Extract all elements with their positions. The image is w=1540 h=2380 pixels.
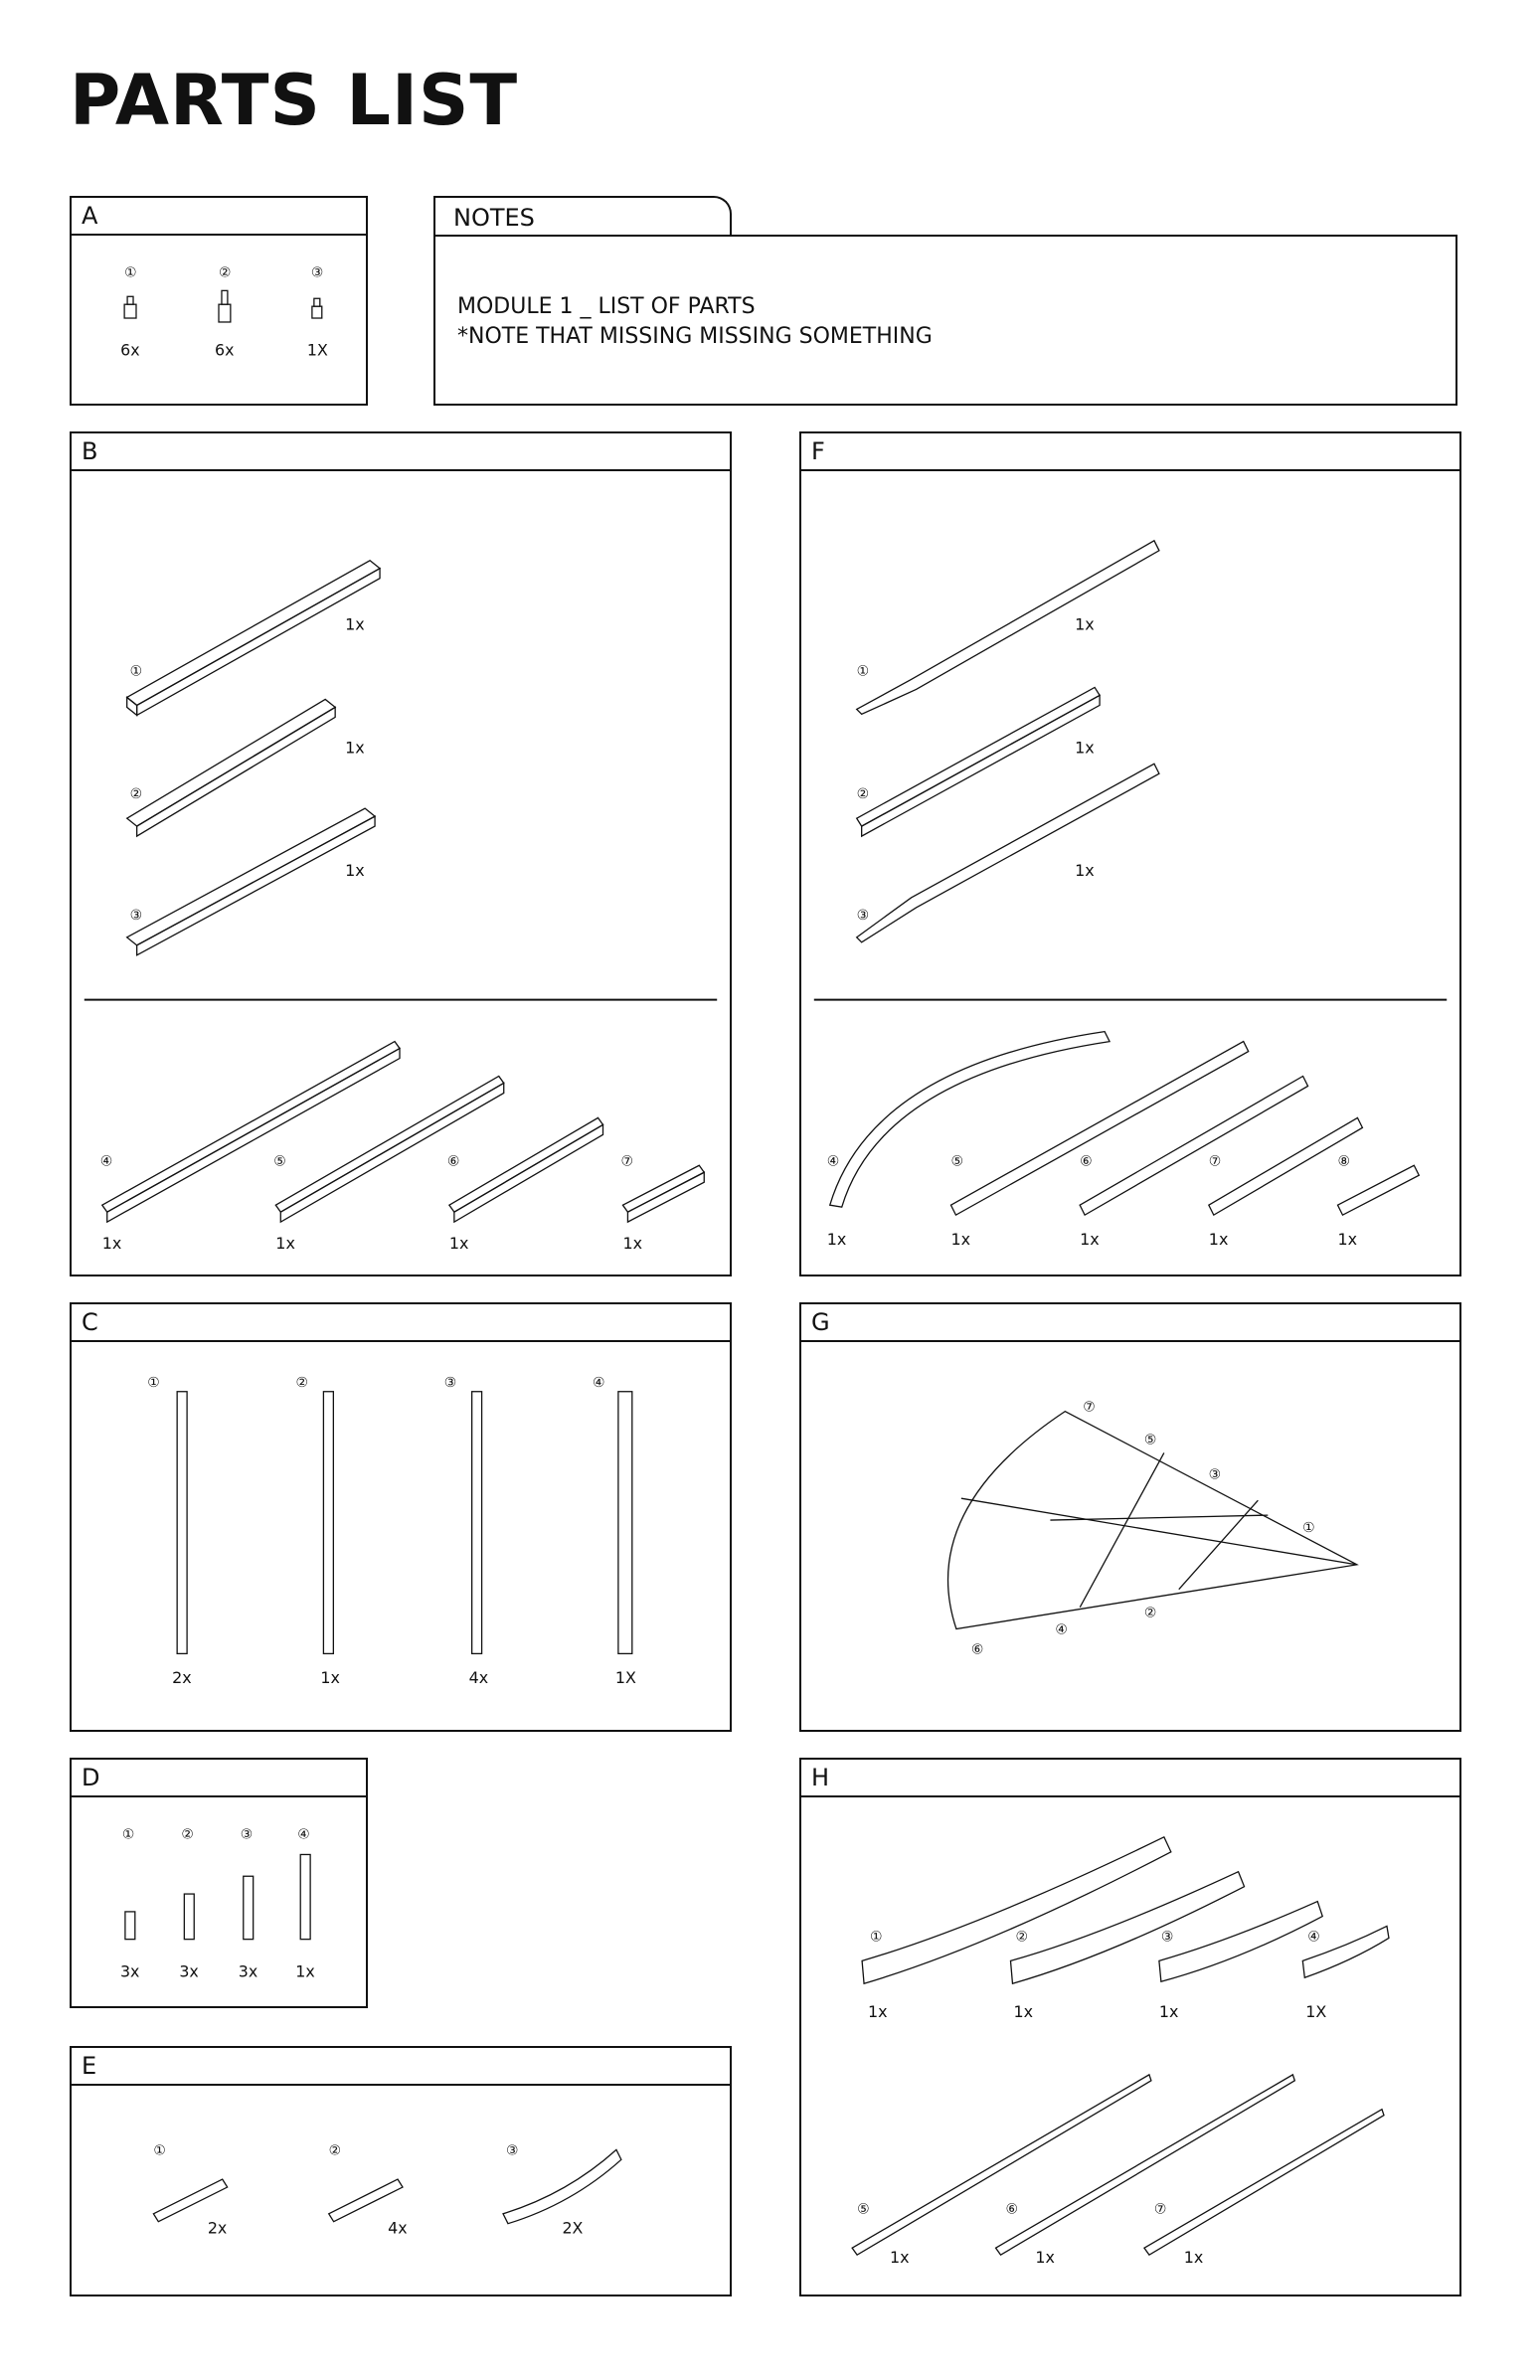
part-e2-number: ②	[328, 2142, 342, 2159]
panel-b-label: B	[72, 433, 730, 471]
part-f5-number: ⑤	[950, 1153, 963, 1170]
part-e1-number: ①	[153, 2142, 166, 2159]
panel-d	[70, 1758, 368, 2008]
part-h2-number: ②	[1015, 1929, 1028, 1946]
part-h5-shape	[852, 2075, 1151, 2255]
panel-h-label: H	[801, 1760, 1459, 1797]
panel-a-label: A	[72, 198, 366, 236]
part-e3-qty: 2X	[562, 2218, 584, 2238]
part-b2-number: ②	[129, 786, 143, 803]
part-h6-shape	[996, 2075, 1295, 2255]
panel-f	[799, 431, 1461, 1276]
part-b1-qty: 1x	[345, 614, 365, 634]
part-d3-number: ③	[240, 1826, 254, 1843]
part-d1-qty: 3x	[119, 1961, 140, 1981]
part-d4-number: ④	[297, 1826, 310, 1843]
panel-g-label: G	[801, 1304, 1459, 1342]
part-f8-shape	[1337, 1165, 1419, 1215]
panel-e	[70, 2046, 732, 2296]
part-b4-shape	[99, 1042, 400, 1223]
part-f6-qty: 1x	[1080, 1230, 1100, 1250]
part-g5-number: ⑤	[1143, 1432, 1157, 1448]
part-b6-shape	[446, 1117, 603, 1222]
part-b3-number: ③	[129, 907, 143, 924]
part-h3-qty: 1x	[1158, 2002, 1179, 2022]
panel-b-drawing	[72, 471, 730, 1275]
part-b7-qty: 1x	[622, 1234, 643, 1254]
part-d1-number: ①	[121, 1826, 135, 1843]
part-f6-shape	[1080, 1076, 1307, 1215]
part-h5-qty: 1x	[889, 2248, 910, 2268]
part-f1-qty: 1x	[1075, 614, 1095, 634]
part-f4-shape	[830, 1032, 1110, 1208]
part-c3-shape	[472, 1392, 482, 1654]
panel-g-drawing	[801, 1342, 1459, 1730]
part-a1-number: ①	[124, 264, 137, 281]
notes-label: NOTES	[453, 204, 535, 232]
panel-c-label: C	[72, 1304, 730, 1342]
part-f1-number: ①	[856, 663, 870, 680]
part-h4-number: ④	[1307, 1929, 1320, 1946]
part-b2-qty: 1x	[345, 738, 365, 758]
part-d3-qty: 3x	[238, 1961, 258, 1981]
part-f4-qty: 1x	[826, 1230, 847, 1250]
part-h7-qty: 1x	[1183, 2248, 1204, 2268]
part-f6-number: ⑥	[1080, 1153, 1093, 1170]
part-g2-number: ②	[1143, 1605, 1157, 1621]
panel-a-drawing	[72, 236, 366, 404]
part-b1-number: ①	[129, 663, 143, 680]
part-a3-number: ③	[310, 264, 324, 281]
part-f7-qty: 1x	[1208, 1230, 1229, 1250]
part-d2-shape	[184, 1894, 194, 1940]
part-b2-shape	[127, 699, 335, 836]
part-c3-qty: 4x	[468, 1668, 489, 1688]
part-b5-number: ⑤	[273, 1153, 286, 1170]
part-a3-shape	[312, 298, 322, 318]
part-h1-number: ①	[870, 1929, 883, 1946]
part-f8-qty: 1x	[1337, 1230, 1358, 1250]
part-h5-number: ⑤	[857, 2201, 870, 2218]
part-b3-qty: 1x	[345, 860, 365, 880]
panel-h	[799, 1758, 1461, 2296]
part-d2-qty: 3x	[179, 1961, 199, 1981]
part-g3-number: ③	[1208, 1466, 1222, 1483]
part-d4-shape	[300, 1854, 310, 1939]
part-c1-shape	[177, 1392, 187, 1654]
part-a1-qty: 6x	[120, 340, 140, 360]
part-b5-qty: 1x	[275, 1234, 295, 1254]
notes-tab	[433, 196, 732, 236]
part-e3-number: ③	[505, 2142, 519, 2159]
part-f3-shape	[857, 764, 1159, 942]
part-d2-number: ②	[181, 1826, 194, 1843]
part-d1-shape	[125, 1912, 135, 1940]
notes-line-2: *NOTE THAT MISSING MISSING SOMETHING	[457, 324, 933, 349]
part-a1-shape	[124, 296, 136, 318]
part-c2-qty: 1x	[320, 1668, 340, 1688]
part-f3-qty: 1x	[1075, 860, 1095, 880]
part-h6-qty: 1x	[1035, 2248, 1055, 2268]
part-b1-shape	[127, 561, 380, 716]
part-h7-number: ⑦	[1153, 2201, 1167, 2218]
part-c4-shape	[618, 1392, 632, 1654]
part-g4-number: ④	[1055, 1621, 1068, 1638]
part-e3-shape	[503, 2149, 621, 2223]
part-h1-shape	[862, 1837, 1171, 1983]
part-c2-number: ②	[295, 1374, 309, 1391]
part-f3-number: ③	[856, 907, 870, 924]
part-d4-qty: 1x	[295, 1961, 315, 1981]
part-b4-qty: 1x	[101, 1234, 122, 1254]
panel-e-label: E	[72, 2048, 730, 2086]
panel-c-drawing	[72, 1342, 730, 1730]
part-f1-shape	[857, 541, 1159, 715]
part-h2-qty: 1x	[1013, 2002, 1034, 2022]
part-a2-shape	[219, 290, 231, 322]
panel-d-label: D	[72, 1760, 366, 1797]
notes-box	[433, 235, 1457, 406]
part-h3-shape	[1159, 1902, 1322, 1982]
panel-a	[70, 196, 368, 406]
part-g1-number: ①	[1302, 1520, 1315, 1537]
panel-e-drawing	[72, 2086, 730, 2295]
panel-d-drawing	[72, 1797, 366, 2006]
part-b3-shape	[127, 808, 375, 955]
part-c3-number: ③	[443, 1374, 457, 1391]
part-g6-number: ⑥	[970, 1641, 984, 1658]
part-f5-shape	[950, 1042, 1248, 1216]
page-title: PARTS LIST	[70, 60, 519, 141]
panel-h-drawing	[801, 1797, 1459, 2295]
part-b6-qty: 1x	[448, 1234, 469, 1254]
part-b7-shape	[622, 1165, 704, 1222]
panel-c	[70, 1302, 732, 1732]
part-c1-number: ①	[147, 1374, 160, 1391]
part-a2-number: ②	[219, 264, 232, 281]
panel-f-label: F	[801, 433, 1459, 471]
part-e1-qty: 2x	[207, 2218, 228, 2238]
part-c2-shape	[323, 1392, 333, 1654]
part-f2-qty: 1x	[1075, 738, 1095, 758]
part-b4-number: ④	[99, 1153, 113, 1170]
part-h1-qty: 1x	[868, 2002, 888, 2022]
part-e2-qty: 4x	[388, 2218, 408, 2238]
part-e1-shape	[153, 2179, 227, 2222]
part-d3-shape	[244, 1876, 254, 1939]
part-h4-qty: 1X	[1305, 2002, 1327, 2022]
part-f4-number: ④	[826, 1153, 840, 1170]
part-a3-qty: 1X	[306, 340, 328, 360]
part-h3-number: ③	[1160, 1929, 1174, 1946]
notes-line-1: MODULE 1 _ LIST OF PARTS	[457, 294, 756, 319]
part-e2-shape	[329, 2179, 403, 2222]
part-f2-number: ②	[856, 786, 870, 803]
part-h7-shape	[1144, 2110, 1384, 2255]
part-f5-qty: 1x	[950, 1230, 971, 1250]
part-b6-number: ⑥	[446, 1153, 460, 1170]
part-c4-qty: 1X	[614, 1668, 636, 1688]
part-c1-qty: 2x	[172, 1668, 192, 1688]
part-f8-number: ⑧	[1337, 1153, 1350, 1170]
panel-f-drawing	[801, 471, 1459, 1275]
part-a2-qty: 6x	[215, 340, 235, 360]
part-c4-number: ④	[593, 1374, 605, 1391]
part-g7-number: ⑦	[1083, 1399, 1096, 1416]
panel-g	[799, 1302, 1461, 1732]
part-b7-number: ⑦	[620, 1153, 633, 1170]
part-f7-number: ⑦	[1208, 1153, 1222, 1170]
part-h6-number: ⑥	[1005, 2201, 1019, 2218]
panel-b	[70, 431, 732, 1276]
